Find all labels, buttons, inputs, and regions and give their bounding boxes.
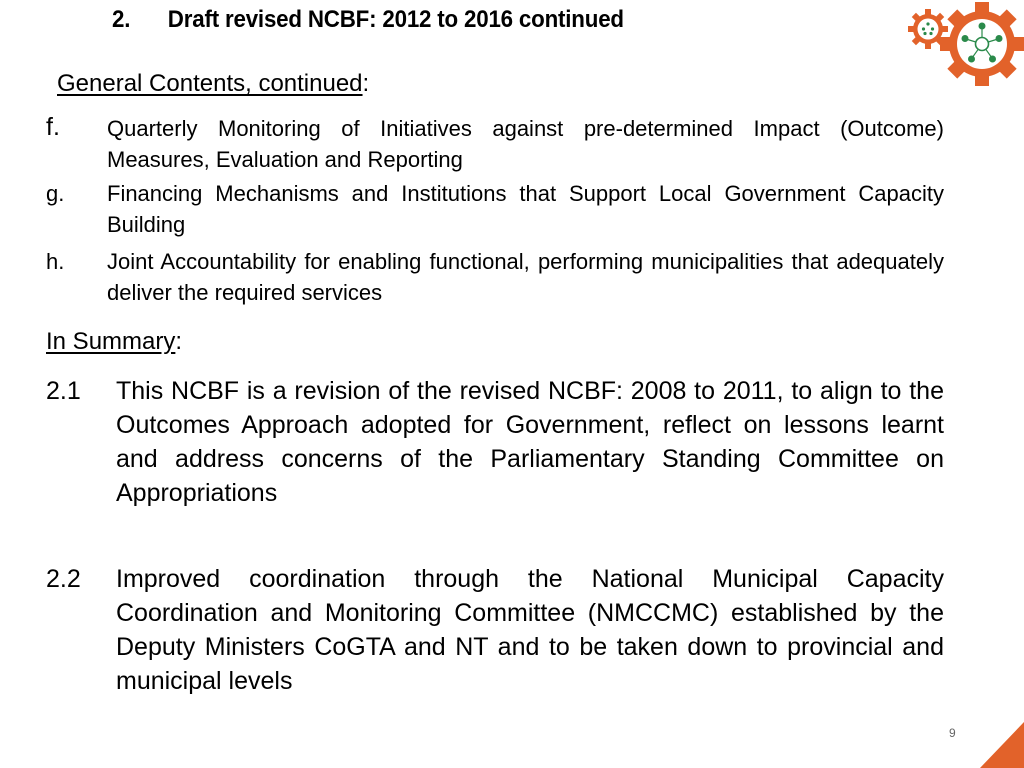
- list-item-marker: h.: [46, 249, 65, 274]
- list-item: [46, 178, 944, 240]
- page-number: 9: [949, 726, 956, 740]
- general-contents-heading-text: General Contents, continued: [57, 70, 363, 97]
- summary-colon: :: [175, 328, 183, 355]
- summary-paragraph-text: Improved coordination through the National Municipal Capacity Coordination and Monitoring Committee (NMCCMC) established by the Deputy Ministers CoGTA and NT and to be taken down to provincial and municipal levels: [116, 565, 944, 695]
- summary-paragraph: [46, 562, 944, 698]
- list-item-text: Financing Mechanisms and Institutions that Support Local Government Capacity Building: [107, 181, 944, 237]
- summary-heading-text: In Summary: [46, 328, 176, 355]
- summary-paragraph-marker: 2.1: [46, 377, 81, 405]
- list-item: [46, 246, 944, 308]
- slide-title-number: 2.: [112, 6, 131, 33]
- summary-paragraph-marker: 2.2: [46, 565, 81, 593]
- general-contents-heading: [57, 70, 369, 98]
- list-item-text: Joint Accountability for enabling functional, performing municipalities that adequately deliver the required services: [107, 249, 944, 305]
- list-item-marker: f.: [46, 113, 60, 141]
- summary-paragraph-text: This NCBF is a revision of the revised NCBF: 2008 to 2011, to align to the Outcomes Approach adopted for Government, reflect on lessons learnt and address concerns of the Parliamentary Standing Committee on Appropriations: [116, 377, 944, 507]
- summary-heading: [46, 328, 182, 356]
- summary-paragraph: [46, 374, 944, 510]
- general-contents-colon: :: [362, 70, 370, 97]
- slide-title-text: Draft revised NCBF: 2012 to 2016 continued: [167, 6, 624, 33]
- corner-decoration: [944, 718, 1024, 768]
- gear-logo-large-icon: [940, 2, 1024, 86]
- slide-title: [112, 6, 624, 34]
- list-item: [46, 112, 944, 175]
- list-item-marker: g.: [46, 181, 65, 206]
- list-item-text: Quarterly Monitoring of Initiatives against pre-determined Impact (Outcome) Measures, Evaluation and Reporting: [107, 116, 944, 172]
